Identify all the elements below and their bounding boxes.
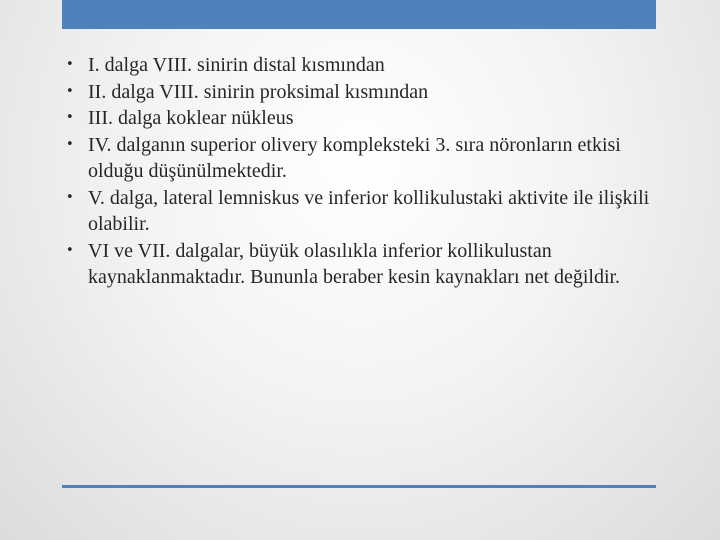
list-item — [62, 52, 662, 79]
bullet-icon: • — [66, 242, 74, 258]
footer-divider — [62, 485, 656, 488]
list-item-text: III. dalga koklear nükleus — [88, 107, 294, 129]
list-item-text: IV. dalganın superior olivery kompleksteki 3. sıra nöronların etkisi olduğu düşünülmektedir. — [88, 133, 621, 182]
list-item — [62, 238, 662, 291]
bullet-icon: • — [66, 57, 74, 72]
bullet-list — [62, 52, 662, 291]
bullet-icon: • — [66, 136, 74, 152]
list-item — [62, 79, 662, 106]
list-item-text: I. dalga VIII. sinirin distal kısmından — [88, 54, 385, 76]
bullet-icon: • — [66, 110, 74, 125]
bullet-icon: • — [66, 83, 74, 99]
list-item-text: II. dalga VIII. sinirin proksimal kısmından — [88, 80, 429, 103]
list-item — [62, 132, 662, 185]
bullet-icon: • — [66, 189, 74, 205]
list-item — [62, 185, 662, 238]
list-item-text: V. dalga, lateral lemniskus ve inferior kollikulustaki aktivite ile ilişkili olabilir. — [88, 186, 650, 235]
slide-content — [62, 52, 662, 291]
list-item-text: VI ve VII. dalgalar, büyük olasılıkla inferior kollikulustan kaynaklanmaktadır. Bununla beraber kesin kaynakları net değildir. — [88, 239, 621, 288]
header-accent-bar — [62, 0, 656, 29]
list-item — [62, 105, 662, 132]
